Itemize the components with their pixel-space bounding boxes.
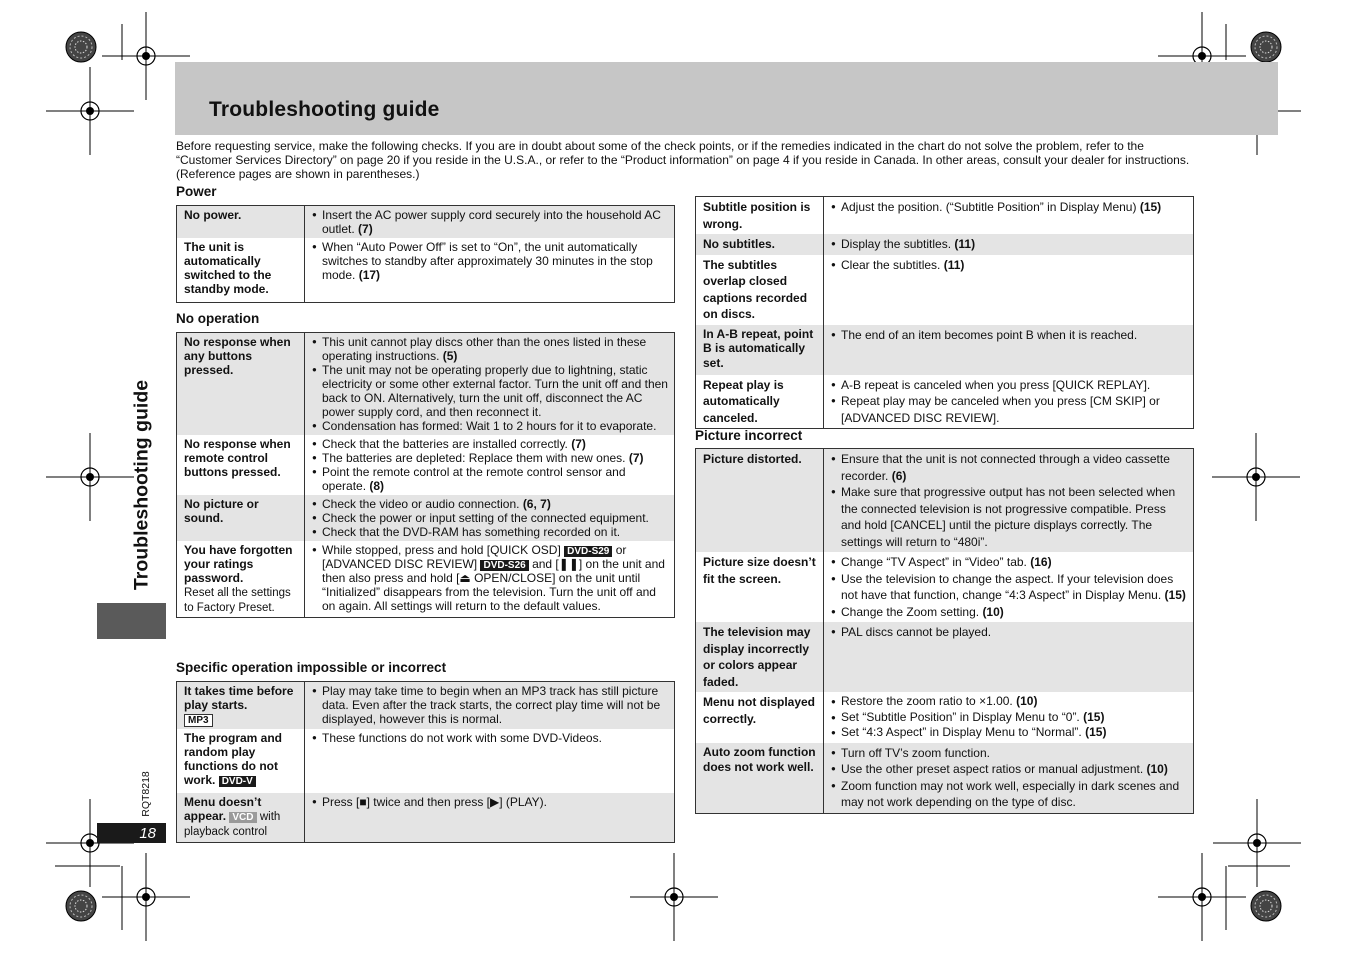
remedy-cell: [824, 255, 1194, 325]
format-tag-vcd: VCD: [229, 812, 256, 823]
problem-cell: Auto zoom function does not work well.: [696, 743, 824, 814]
table-row: [696, 197, 1194, 235]
remedy-cell: [824, 743, 1194, 814]
power-table: [176, 205, 675, 303]
page-title: Troubleshooting guide: [209, 98, 440, 121]
problem-cell: Picture size doesn’t fit the screen.: [696, 552, 824, 622]
color-wheel-icon: [1251, 32, 1281, 62]
remedy-cell: [305, 206, 675, 239]
remedy-item: ● Insert the AC power supply cord securely into the household AC outlet. (7): [312, 208, 668, 236]
problem-cell: No picture or sound.: [177, 495, 305, 541]
remedy-cell: [305, 495, 675, 541]
remedy-cell: [824, 234, 1194, 255]
crosshair-icon: [46, 799, 134, 887]
problem-cell: You have forgotten your ratings password. Reset all the settings to Factory Preset.: [177, 541, 305, 618]
model-tag-dvd-s29: DVD-S29: [564, 546, 612, 557]
remedy-item: ● Check the video or audio connection. (6, 7): [312, 497, 668, 511]
table-row: [696, 255, 1194, 325]
remedy-item: ● Set “Subtitle Position” in Display Menu to “0”. (15): [831, 710, 1187, 726]
remedy-item: ● The unit may not be operating properly due to lightning, static electricity or some other external factor. Turn the unit off and then back to ON. Alternatively, turn the unit off, disconnect the AC power supply cord, and then reconnect it.: [312, 363, 668, 419]
remedy-item: ● Change “TV Aspect” in “Video” tab. (16): [831, 554, 1187, 571]
remedy-item: ● Press [■] twice and then press [▶] (PLAY).: [312, 795, 668, 809]
problem-cell: The program and random play functions do not work. DVD-V: [177, 729, 305, 793]
remedy-item: ● Adjust the position. (“Subtitle Position” in Display Menu) (15): [831, 199, 1187, 216]
problem-cell: Subtitle position is wrong.: [696, 197, 824, 235]
model-tag-dvd-s26: DVD-S26: [480, 560, 528, 571]
remedy-item: ● Check the power or input setting of the connected equipment.: [312, 511, 668, 525]
problem-cell: The subtitles overlap closed captions recorded on discs.: [696, 255, 824, 325]
side-tab-marker: [97, 603, 166, 639]
table-row: [177, 495, 675, 541]
remedy-cell: [305, 333, 675, 436]
color-wheel-icon: [66, 891, 96, 921]
remedy-cell: [305, 238, 675, 302]
specific-operation-table: [176, 681, 675, 843]
problem-note: playback control: [184, 826, 268, 838]
remedy-cell: [824, 449, 1194, 553]
problem-cell: No power.: [177, 206, 305, 239]
problem-cell: Repeat play is automatically canceled.: [696, 375, 824, 429]
remedy-cell: [305, 793, 675, 842]
table-row: [177, 238, 675, 302]
no-operation-table: [176, 332, 675, 618]
remedy-item: ● Use the other preset aspect ratios or manual adjustment. (10): [831, 761, 1187, 778]
remedy-item: ● Check that the batteries are installed correctly. (7): [312, 437, 668, 451]
side-section-label: Troubleshooting guide: [130, 379, 153, 591]
table-row: [177, 206, 675, 239]
remedy-item: ● Restore the zoom ratio to ×1.00. (10): [831, 694, 1187, 710]
remedy-item: ● Repeat play may be canceled when you press [CM SKIP] or [ADVANCED DISC REVIEW].: [831, 393, 1187, 426]
table-row: [696, 552, 1194, 622]
model-code: RQT8218: [140, 771, 152, 817]
table-row: [177, 682, 675, 730]
section-heading-no-operation: No operation: [176, 311, 260, 326]
remedy-cell: [824, 622, 1194, 692]
table-row: [696, 449, 1194, 553]
remedy-item: ● Check that the DVD-RAM has something recorded on it.: [312, 525, 668, 539]
problem-cell: No subtitles.: [696, 234, 824, 255]
remedy-item: ● Change the Zoom setting. (10): [831, 604, 1187, 621]
crosshair-icon: [1212, 433, 1300, 521]
remedy-cell: [824, 692, 1194, 743]
table-row: [696, 375, 1194, 429]
table-row: [177, 333, 675, 436]
crosshair-icon: [46, 433, 134, 521]
section-heading-picture-incorrect: Picture incorrect: [695, 428, 803, 443]
remedy-item: ● Point the remote control at the remote control sensor and operate. (8): [312, 465, 668, 493]
problem-cell: The unit is automatically switched to the standby mode.: [177, 238, 305, 302]
subtitle-table: [695, 196, 1194, 429]
crosshair-icon: [46, 67, 134, 155]
remedy-item: ● Zoom function may not work well, especially in dark scenes and may not work depending on the type of disc.: [831, 778, 1187, 811]
table-row: [177, 729, 675, 793]
problem-cell: The television may display incorrectly or colors appear faded.: [696, 622, 824, 692]
remedy-item: ● When “Auto Power Off” is set to “On”, the unit automatically switches to standby after approximately 30 minutes in the stop mode. (17): [312, 240, 668, 282]
remedy-item: ● The batteries are depleted: Replace them with new ones. (7): [312, 451, 668, 465]
remedy-item: ● Ensure that the unit is not connected through a video cassette recorder. (6): [831, 451, 1187, 484]
remedy-item: ● Use the television to change the aspect. If your television does not have that function, change “4:3 Aspect” in Display Menu. (15): [831, 571, 1187, 604]
remedy-cell: [305, 682, 675, 730]
remedy-cell: [824, 375, 1194, 429]
format-tag-mp3: MP3: [184, 714, 213, 727]
format-tag-dvd-v: DVD-V: [219, 776, 256, 787]
remedy-cell: [305, 541, 675, 618]
table-row: [177, 435, 675, 495]
table-row: [696, 622, 1194, 692]
problem-cell: No response when any buttons pressed.: [177, 333, 305, 436]
remedy-item: ● Make sure that progressive output has not been selected when the connected television is not progressive compatible. Press and hold [CANCEL] until the picture displays correctly. The settings will return to “480i”.: [831, 484, 1187, 550]
problem-cell: Menu doesn’t appear. VCD with playback control: [177, 793, 305, 842]
remedy-cell: [305, 435, 675, 495]
remedy-item: ● A-B repeat is canceled when you press [QUICK REPLAY].: [831, 377, 1187, 394]
remedy-cell: [824, 325, 1194, 375]
problem-cell: It takes time before play starts. MP3: [177, 682, 305, 730]
remedy-item: ● The end of an item becomes point B when it is reached.: [831, 327, 1187, 344]
table-row: [177, 541, 675, 618]
remedy-item: ● This unit cannot play discs other than the ones listed in these operating instructions. (5): [312, 335, 668, 363]
remedy-cell: [824, 552, 1194, 622]
section-heading-power: Power: [176, 184, 217, 199]
section-heading-specific-operation: Specific operation impossible or incorrect: [176, 660, 447, 675]
crosshair-icon: [630, 853, 718, 941]
picture-incorrect-table: [695, 448, 1194, 814]
problem-cell: Menu not displayed correctly.: [696, 692, 824, 743]
remedy-item: ● While stopped, press and hold [QUICK OSD] DVD-S29 or [ADVANCED DISC REVIEW] DVD-S26 and [❚❚] on the unit and then also press and hold [⏏ OPEN/CLOSE] on the unit until “Initialized” disappears from the television. Turn the unit off and on again. All settings will return to the default values.: [312, 543, 668, 613]
remedy-item: ● PAL discs cannot be played.: [831, 624, 1187, 641]
page-number-box: [97, 823, 166, 843]
remedy-item: ● Condensation has formed: Wait 1 to 2 hours for it to evaporate.: [312, 419, 668, 433]
table-row: [696, 325, 1194, 375]
remedy-cell: [305, 729, 675, 793]
remedy-item: ● Display the subtitles. (11): [831, 236, 1187, 253]
remedy-cell: [824, 197, 1194, 235]
remedy-item: ● Set “4:3 Aspect” in Display Menu to “Normal”. (15): [831, 725, 1187, 741]
color-wheel-icon: [1251, 891, 1281, 921]
problem-cell: No response when remote control buttons pressed.: [177, 435, 305, 495]
table-row: [696, 234, 1194, 255]
remedy-item: ● These functions do not work with some DVD-Videos.: [312, 731, 668, 745]
table-row: [177, 793, 675, 842]
problem-cell: In A-B repeat, point B is automatically set.: [696, 325, 824, 375]
problem-note: Reset all the settings to Factory Preset.: [184, 587, 291, 614]
table-row: [696, 692, 1194, 743]
page-number: 18: [139, 825, 156, 842]
problem-cell: Picture distorted.: [696, 449, 824, 553]
remedy-item: ● Play may take time to begin when an MP3 track has still picture data. Even after the track starts, the correct play time will not be displayed, however this is normal.: [312, 684, 668, 726]
intro-paragraph: Before requesting service, make the following checks. If you are in doubt about some of the check points, or if the remedies indicated in the chart do not solve the problem, refer to the “Customer Services Directory” on page 20 if you reside in the U.S.A., or refer to the “Product information” on page 4 if you reside in Canada. In other areas, consult your dealer for instructions. (Reference pages are shown in parentheses.): [176, 139, 1190, 181]
remedy-item: ● Turn off TV’s zoom function.: [831, 745, 1187, 762]
table-row: [696, 743, 1194, 814]
remedy-item: ● Clear the subtitles. (11): [831, 257, 1187, 274]
color-wheel-icon: [66, 32, 96, 62]
